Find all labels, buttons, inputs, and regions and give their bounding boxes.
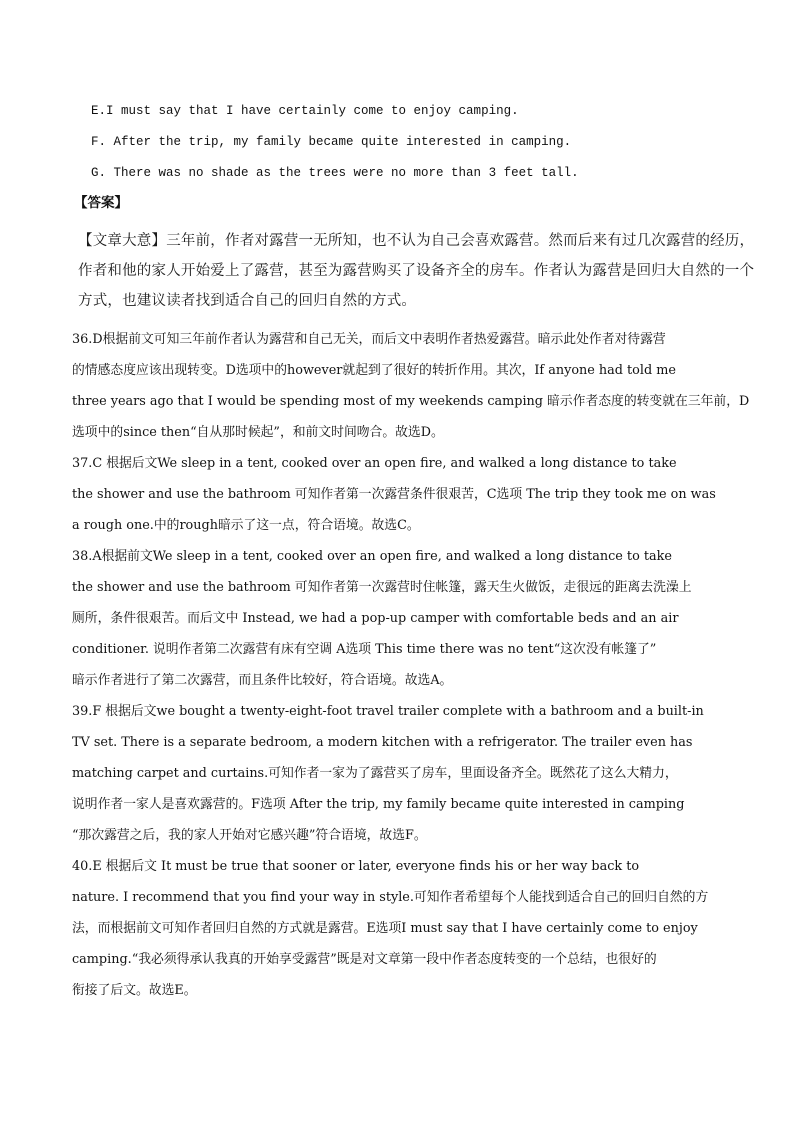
explanation-line: 37.C 根据后文We sleep in a tent, cooked over an open fire, and walked a long distance to take [72,456,677,471]
explanation-line: 40.E 根据后文 It must be true that sooner or later, everyone finds his or her way back to [72,859,640,874]
explanation-line: 39.F 根据后文we bought a twenty-eight-foot travel trailer complete with a bathroom and a built-in [72,704,704,719]
explanation-line: 衔接了后文。故选E。 [72,983,197,998]
option-e: E.I must say that I have certainly come to enjoy camping. [91,104,519,118]
explanation-line: a rough one.中的rough暗示了这一点，符合语境。故选C。 [72,518,420,533]
explanation-line: TV set. There is a separate bedroom, a modern kitchen with a refrigerator. The trailer even has [72,735,693,750]
explanation-line: three years ago that I would be spending most of my weekends camping 暗示作者态度的转变就在三年前，D [72,394,750,409]
explanation-line: the shower and use the bathroom 可知作者第一次露营时住帐篷，露天生火做饭，走很远的距离去洗澡上 [72,580,692,595]
explanation-line: camping.“我必须得承认我真的开始享受露营”既是对文章第一段中作者态度转变的一个总结，也很好的 [72,952,657,967]
explanation-line: 暗示作者进行了第二次露营，而且条件比较好，符合语境。故选A。 [72,673,453,688]
explanation-line: 的情感态度应该出现转变。D选项中的however就起到了很好的转折作用。其次，If anyone had told me [72,363,676,378]
summary-line: 【文章大意】三年前，作者对露营一无所知，也不认为自己会喜欢露营。然而后来有过几次露营的经历， [78,233,755,249]
explanation-line: “那次露营之后，我的家人开始对它感兴趣”符合语境，故选F。 [72,828,427,843]
option-f: F. After the trip, my family became quite interested in camping. [91,135,572,149]
explanation-line: the shower and use the bathroom 可知作者第一次露营条件很艰苦，C选项 The trip they took me on was [72,487,716,502]
explanation-line: 厕所，条件很艰苦。而后文中 Instead, we had a pop-up camper with comfortable beds and an air [72,611,679,626]
explanation-line: 38.A根据前文We sleep in a tent, cooked over an open fire, and walked a long distance to take [72,549,672,564]
explanation-line: matching carpet and curtains.可知作者一家为了露营买了房车，里面设备齐全。既然花了这么大精力， [72,766,678,781]
explanation-line: 法，而根据前文可知作者回归自然的方式就是露营。E选项I must say that I have certainly come to enjoy [72,921,698,936]
summary-line: 方式，也建议读者找到适合自己的回归自然的方式。 [78,293,417,309]
explanation-line: conditioner. 说明作者第二次露营有床有空调 A选项 This time there was no tent“这次没有帐篷了” [72,642,657,657]
explanation-line: nature. I recommend that you find your way in style.可知作者希望每个人能找到适合自己的回归自然的方 [72,890,709,905]
explanation-line: 说明作者一家人是喜欢露营的。F选项 After the trip, my family became quite interested in camping [72,797,685,812]
summary-line: 作者和他的家人开始爱上了露营，甚至为露营购买了设备齐全的房车。作者认为露营是回归大自然的一个 [78,263,755,279]
explanation-line: 36.D根据前文可知三年前作者认为露营和自己无关，而后文中表明作者热爱露营。暗示此处作者对待露营 [72,332,666,347]
answer-heading: 【答案】 [74,195,128,211]
option-g: G. There was no shade as the trees were no more than 3 feet tall. [91,166,579,180]
explanation-line: 选项中的since then“自从那时候起”，和前文时间吻合。故选D。 [72,425,444,440]
